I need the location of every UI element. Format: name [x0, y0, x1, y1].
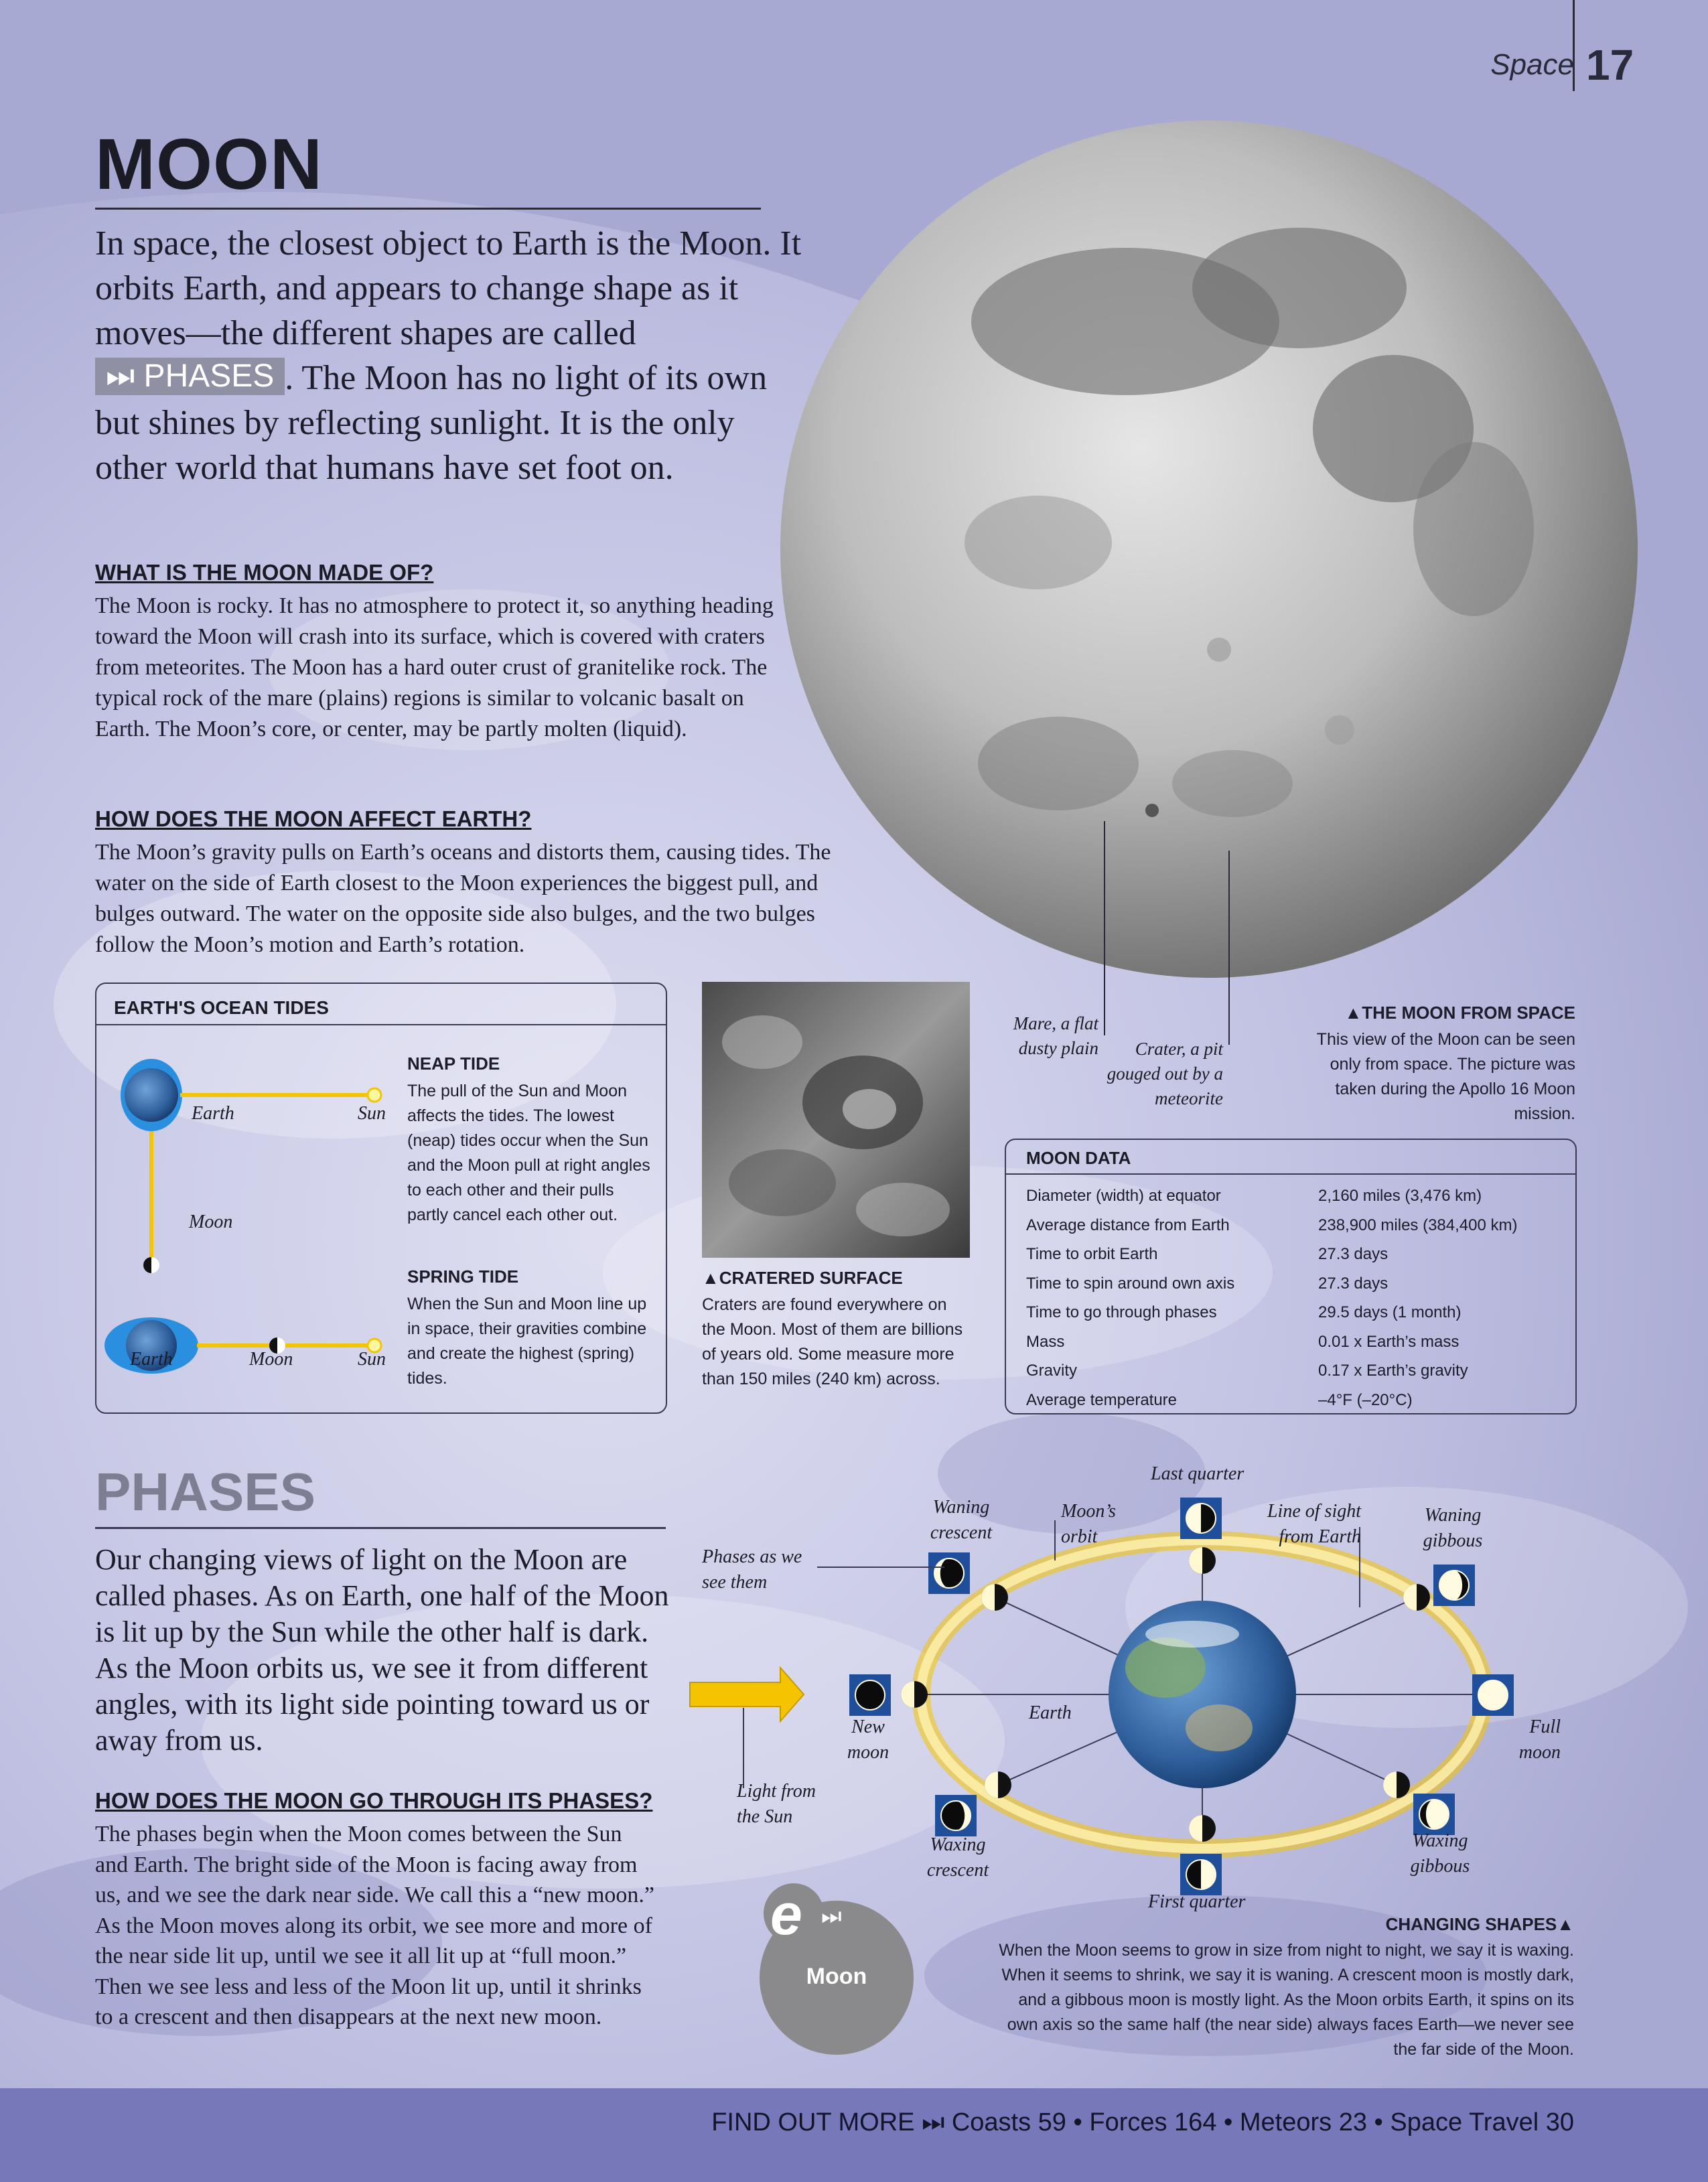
made-of-heading: WHAT IS THE MOON MADE OF?	[95, 560, 434, 585]
orbit-moon-first-quarter	[1189, 1815, 1216, 1842]
mare-pointer-line	[1104, 821, 1105, 1035]
mare-label: Mare, a flat dusty plain	[1013, 1013, 1098, 1058]
moon-data-value: 27.3 days	[1318, 1245, 1389, 1263]
affect-heading: HOW DOES THE MOON AFFECT EARTH?	[95, 806, 532, 831]
phases-rule	[95, 1527, 666, 1529]
moon-data-value: 0.01 x Earth’s mass	[1318, 1332, 1460, 1351]
moon-data-value: 2,160 miles (3,476 km)	[1318, 1187, 1482, 1205]
elink-arrow-icon: ⏭	[821, 1903, 842, 1929]
label-earth: Earth	[1029, 1702, 1072, 1723]
label-waning-crescent: Waning crescent	[930, 1497, 993, 1543]
orbit-moon-waxing-crescent	[985, 1771, 1011, 1798]
section-label: Space	[1490, 48, 1574, 81]
find-out-more-label: FIND OUT MORE	[711, 2108, 915, 2136]
changing-shapes-heading: CHANGING SHAPES▲	[1385, 1914, 1574, 1934]
moon-data-value: 27.3 days	[1318, 1274, 1389, 1293]
ocean-tides-box	[95, 983, 667, 1414]
crater-heading-text: CRATERED SURFACE	[719, 1268, 903, 1288]
intro-text-before: In space, the closest object to Earth is the Moon. It orbits Earth, and appears to change shape as it moves—the different shapes are called	[95, 224, 802, 352]
moon-from-space-heading-text: THE MOON FROM SPACE	[1362, 1003, 1575, 1023]
label-first-quarter: First quarter	[1148, 1891, 1246, 1912]
title-rule	[95, 208, 761, 210]
moon-data-title: MOON DATA	[1026, 1148, 1131, 1168]
moon-photo	[750, 114, 1668, 985]
page-number: 17	[1586, 41, 1634, 89]
moon-data-label: Gravity	[1026, 1362, 1078, 1380]
find-out-more	[711, 2108, 1574, 2137]
moon-from-space-heading: ▲THE MOON FROM SPACE	[1344, 1003, 1575, 1023]
moon-data-label: Mass	[1026, 1332, 1065, 1351]
phases-how-text: The phases begin when the Moon comes between the Sun and Earth. The bright side of the Moon is facing away from us, and we see the dark near side. We call this a “new moon.” As the Moon moves along its orbit, we see more and more of the near side lit up, until we see it all lit up at “full moon.” Then we see less and less of the Moon lit up, until it shrinks to a crescent and then disappears at the next new moon.	[95, 1822, 655, 2029]
moon-data-value: 29.5 days (1 month)	[1318, 1303, 1462, 1321]
moon-data-label: Diameter (width) at equator	[1026, 1187, 1221, 1205]
phases-title: PHASES	[95, 1462, 315, 1522]
orbit-moon-waning-crescent	[981, 1584, 1008, 1611]
neap-moon-label: Moon	[189, 1212, 233, 1232]
orbit-moon-waning-gibbous	[1403, 1584, 1430, 1611]
spring-earth-label: Earth	[130, 1349, 173, 1370]
phase-view-wan-cres	[928, 1552, 970, 1594]
crater-photo	[702, 982, 970, 1258]
crater-heading: ▲CRATERED SURFACE	[702, 1268, 903, 1288]
neap-tide-text: The pull of the Sun and Moon affects the tides. The lowest (neap) tides occur when the Sun and the Moon pull at right angles to each other and their pulls partly cancel each other out.	[407, 1082, 650, 1224]
moon-data-rows	[1026, 1187, 1562, 1408]
moon-data-divider	[1006, 1173, 1575, 1175]
phase-view-wan-gib	[1433, 1565, 1475, 1606]
spring-tide-text: When the Sun and Moon line up in space, their gravities combine and create the highest (spring) tides.	[407, 1295, 647, 1388]
neap-earth-label: Earth	[192, 1103, 234, 1124]
page-title: MOON	[95, 123, 323, 204]
tides-box-divider	[96, 1024, 666, 1025]
moon-data-value: 0.17 x Earth’s gravity	[1318, 1362, 1468, 1380]
label-new-moon: New moon	[847, 1717, 889, 1763]
orbit-moon-new	[901, 1681, 928, 1708]
phases-link-label: PHASES	[143, 358, 275, 394]
phase-view-first	[1180, 1854, 1222, 1895]
label-phases-as-seen: Phases as we see them	[702, 1546, 802, 1593]
label-last-quarter: Last quarter	[1151, 1463, 1244, 1484]
crater-label: Crater, a pit gouged out by a meteorite	[1107, 1039, 1223, 1108]
orbit-moon-waxing-gibbous	[1383, 1771, 1410, 1798]
changing-shapes-text: When the Moon seems to grow in size from night to night, we say it is waxing. When it seems to shrink, we say it is waning. A crescent moon is mostly dark, and a gibbous moon is mostly light. As the Moon orbits Earth, it spins on its own axis so the same half (the near side) always faces Earth—we never see the far side of the Moon.	[999, 1941, 1574, 2059]
phase-view-last	[1180, 1498, 1222, 1539]
elink-e-letter: e	[770, 1883, 802, 1947]
neap-sun-label: Sun	[358, 1103, 386, 1124]
spring-tide-heading: SPRING TIDE	[407, 1266, 519, 1287]
moon-from-space-text: This view of the Moon can be seen only from space. The picture was taken during the Apollo 16 Moon mission.	[1316, 1030, 1575, 1123]
affect-text: The Moon’s gravity pulls on Earth’s oceans and distorts them, causing tides. The water on the side of Earth closest to the Moon experiences the biggest pull, and bulges outward. The water on the opposite side also bulges, and the two bulges follow the Moon’s motion and Earth’s rotation.	[95, 840, 831, 957]
find-out-more-links[interactable]: Coasts 59 • Forces 164 • Meteors 23 • Space Travel 30	[951, 2108, 1574, 2136]
orbit-moon-last-quarter	[1189, 1547, 1216, 1574]
moon-data-box	[1005, 1139, 1577, 1414]
phase-view-new	[849, 1674, 891, 1716]
moon-data-label: Time to spin around own axis	[1026, 1274, 1235, 1293]
moon-data-value: 238,900 miles (384,400 km)	[1318, 1216, 1518, 1234]
phase-view-wax-cres	[935, 1795, 977, 1836]
phases-link-badge[interactable]: ⏭ PHASES	[95, 358, 285, 395]
phases-intro: Our changing views of light on the Moon are called phases. As on Earth, one half of the Moon is lit up by the Sun while the other half is dark. As the Moon orbits us, we see it from different angles, with its light side pointing toward us or away from us.	[95, 1543, 669, 1757]
intro-paragraph	[95, 221, 805, 490]
find-out-more-arrow-icon: ⏭	[922, 2108, 952, 2136]
made-of-text: The Moon is rocky. It has no atmosphere to protect it, so anything heading toward the Moon will crash into its surface, which is covered with craters from meteorites. The Moon has a hard outer crust of granitelike rock. The typical rock of the mare (plains) regions is similar to volcanic basalt on Earth. The Moon’s core, or center, may be partly molten (liquid).	[95, 593, 774, 741]
label-line-of-sight: Line of sight from Earth	[1267, 1501, 1361, 1547]
label-waxing-crescent: Waxing crescent	[926, 1834, 989, 1881]
intro-text-after: . The Moon has no light of its own but shines by reflecting sunlight. It is the only other world that humans have set foot on.	[95, 359, 768, 487]
moon-data-label: Average distance from Earth	[1026, 1216, 1230, 1234]
tides-box-title: EARTH'S OCEAN TIDES	[114, 997, 329, 1018]
elink-label: Moon	[806, 1964, 867, 1989]
moon-data-label: Time to orbit Earth	[1026, 1245, 1158, 1263]
changing-shapes-heading-text: CHANGING SHAPES	[1385, 1914, 1557, 1934]
moon-data-label: Average temperature	[1026, 1390, 1178, 1409]
label-full-moon: Full moon	[1518, 1717, 1561, 1763]
phases-how-heading: HOW DOES THE MOON GO THROUGH ITS PHASES?	[95, 1788, 653, 1813]
neap-tide-heading: NEAP TIDE	[407, 1053, 500, 1074]
label-moons-orbit: Moon’s orbit	[1061, 1501, 1116, 1547]
label-light-from-sun: Light from the Sun	[737, 1781, 816, 1827]
label-waxing-gibbous: Waxing gibbous	[1410, 1830, 1470, 1877]
crater-text: Craters are found everywhere on the Moon. Most of them are billions of years old. Some measure more than 150 miles (240 km) across.	[702, 1295, 963, 1388]
spring-sun-label: Sun	[358, 1349, 386, 1370]
moon-data-value: –4°F (–20°C)	[1318, 1390, 1413, 1409]
phase-view-full	[1472, 1674, 1514, 1716]
label-waning-gibbous: Waning gibbous	[1423, 1505, 1483, 1551]
moon-data-label: Time to go through phases	[1026, 1303, 1217, 1321]
crater-pointer-line	[1228, 851, 1230, 1045]
spring-moon-label: Moon	[249, 1349, 293, 1370]
